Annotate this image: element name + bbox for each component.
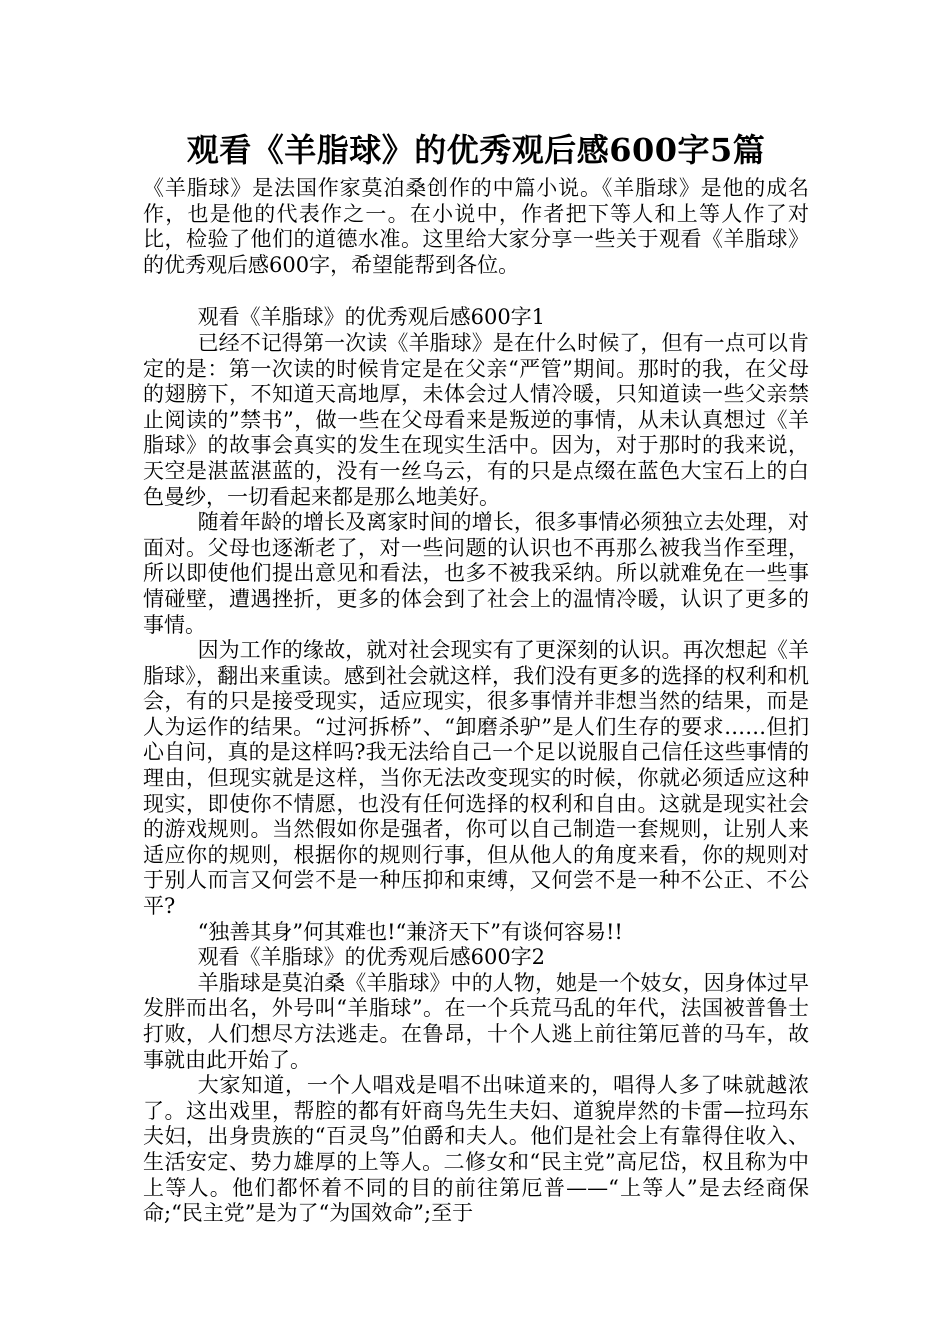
document-page — [143, 128, 809, 1227]
body-paragraph: 已经不记得第一次读《羊脂球》是在什么时候了，但有一点可以肯定的是：第一次读的时候肯定是在父亲“严管”期间。那时的我，在父母的翅膀下，不知道天高地厚，未体会过人情冷暖，只知道读一些父亲禁止阅读的”禁书”，做一些在父母看来是叛逆的事情，从未认真想过《羊脂球》的故事会真实的发生在现实生活中。因为，对于那时的我来说，天空是湛蓝湛蓝的，没有一丝乌云，有的只是点缀在蓝色大宝石上的白色曼纱，一切看起来都是那么地美好。 — [143, 330, 809, 509]
body-paragraph: 羊脂球是莫泊桑《羊脂球》中的人物，她是一个妓女，因身体过早发胖而出名，外号叫“羊脂球”。在一个兵荒马乱的年代，法国被普鲁士打败，人们想尽方法逃走。在鲁昂，十个人逃上前往第厄普的马车，故事就由此开始了。 — [143, 970, 809, 1072]
document-title: 观看《羊脂球》的优秀观后感600字5篇 — [186, 131, 766, 169]
body-paragraph: 随着年龄的增长及离家时间的增长，很多事情必须独立去处理，对面对。父母也逐渐老了，对一些问题的认识也不再那么被我当作至理，所以即使他们提出意见和看法，也多不被我采纳。所以就难免在一些事情碰壁，遭遇挫折，更多的体会到了社会上的温情冷暖，认识了更多的事情。 — [143, 510, 809, 637]
body-paragraph: 因为工作的缘故，就对社会现实有了更深刻的认识。再次想起《羊脂球》，翻出来重读。感到社会就这样，我们没有更多的选择的权利和机会，有的只是接受现实，适应现实，很多事情并非想当然的结果，而是人为运作的结果。“过河拆桥”、“卸磨杀驴”是人们生存的要求……但扪心自问，真的是这样吗?我无法给自己一个足以说服自己信任这些事情的理由，但现实就是这样，当你无法改变现实的时候，你就必须适应这种现实，即使你不情愿，也没有任何选择的权利和自由。这就是现实社会的游戏规则。当然假如你是强者，你可以自己制造一套规则，让别人来适应你的规则，根据你的规则行事，但从他人的角度来看，你的规则对于别人而言又何尝不是一种压抑和束缚，又何尝不是一种不公正、不公平? — [143, 638, 809, 919]
body-paragraph: 大家知道，一个人唱戏是唱不出味道来的，唱得人多了味就越浓了。这出戏里，帮腔的都有奸商鸟先生夫妇、道貌岸然的卡雷—拉玛东夫妇，出身贵族的“百灵鸟”伯爵和夫人。他们是社会上有靠得住收入、生活安定、势力雄厚的上等人。二修女和“民主党”高尼岱，权且称为中上等人。他们都怀着不同的目的前往第厄普——“上等人”是去经商保命;“民主党”是为了“为国效命”;至于 — [143, 1073, 809, 1226]
intro-paragraph: 《羊脂球》是法国作家莫泊桑创作的中篇小说。《羊脂球》是他的成名作，也是他的代表作之一。在小说中，作者把下等人和上等人作了对比，检验了他们的道德水准。这里给大家分享一些关于观看《羊脂球》的优秀观后感600字，希望能帮到各位。 — [143, 176, 809, 277]
section-heading-2: 观看《羊脂球》的优秀观后感600字2 — [197, 945, 546, 970]
section-heading-1: 观看《羊脂球》的优秀观后感600字1 — [197, 305, 546, 330]
section-gap — [143, 278, 809, 305]
body-paragraph: “独善其身”何其难也!“兼济天下”有谈何容易!! — [197, 919, 623, 944]
